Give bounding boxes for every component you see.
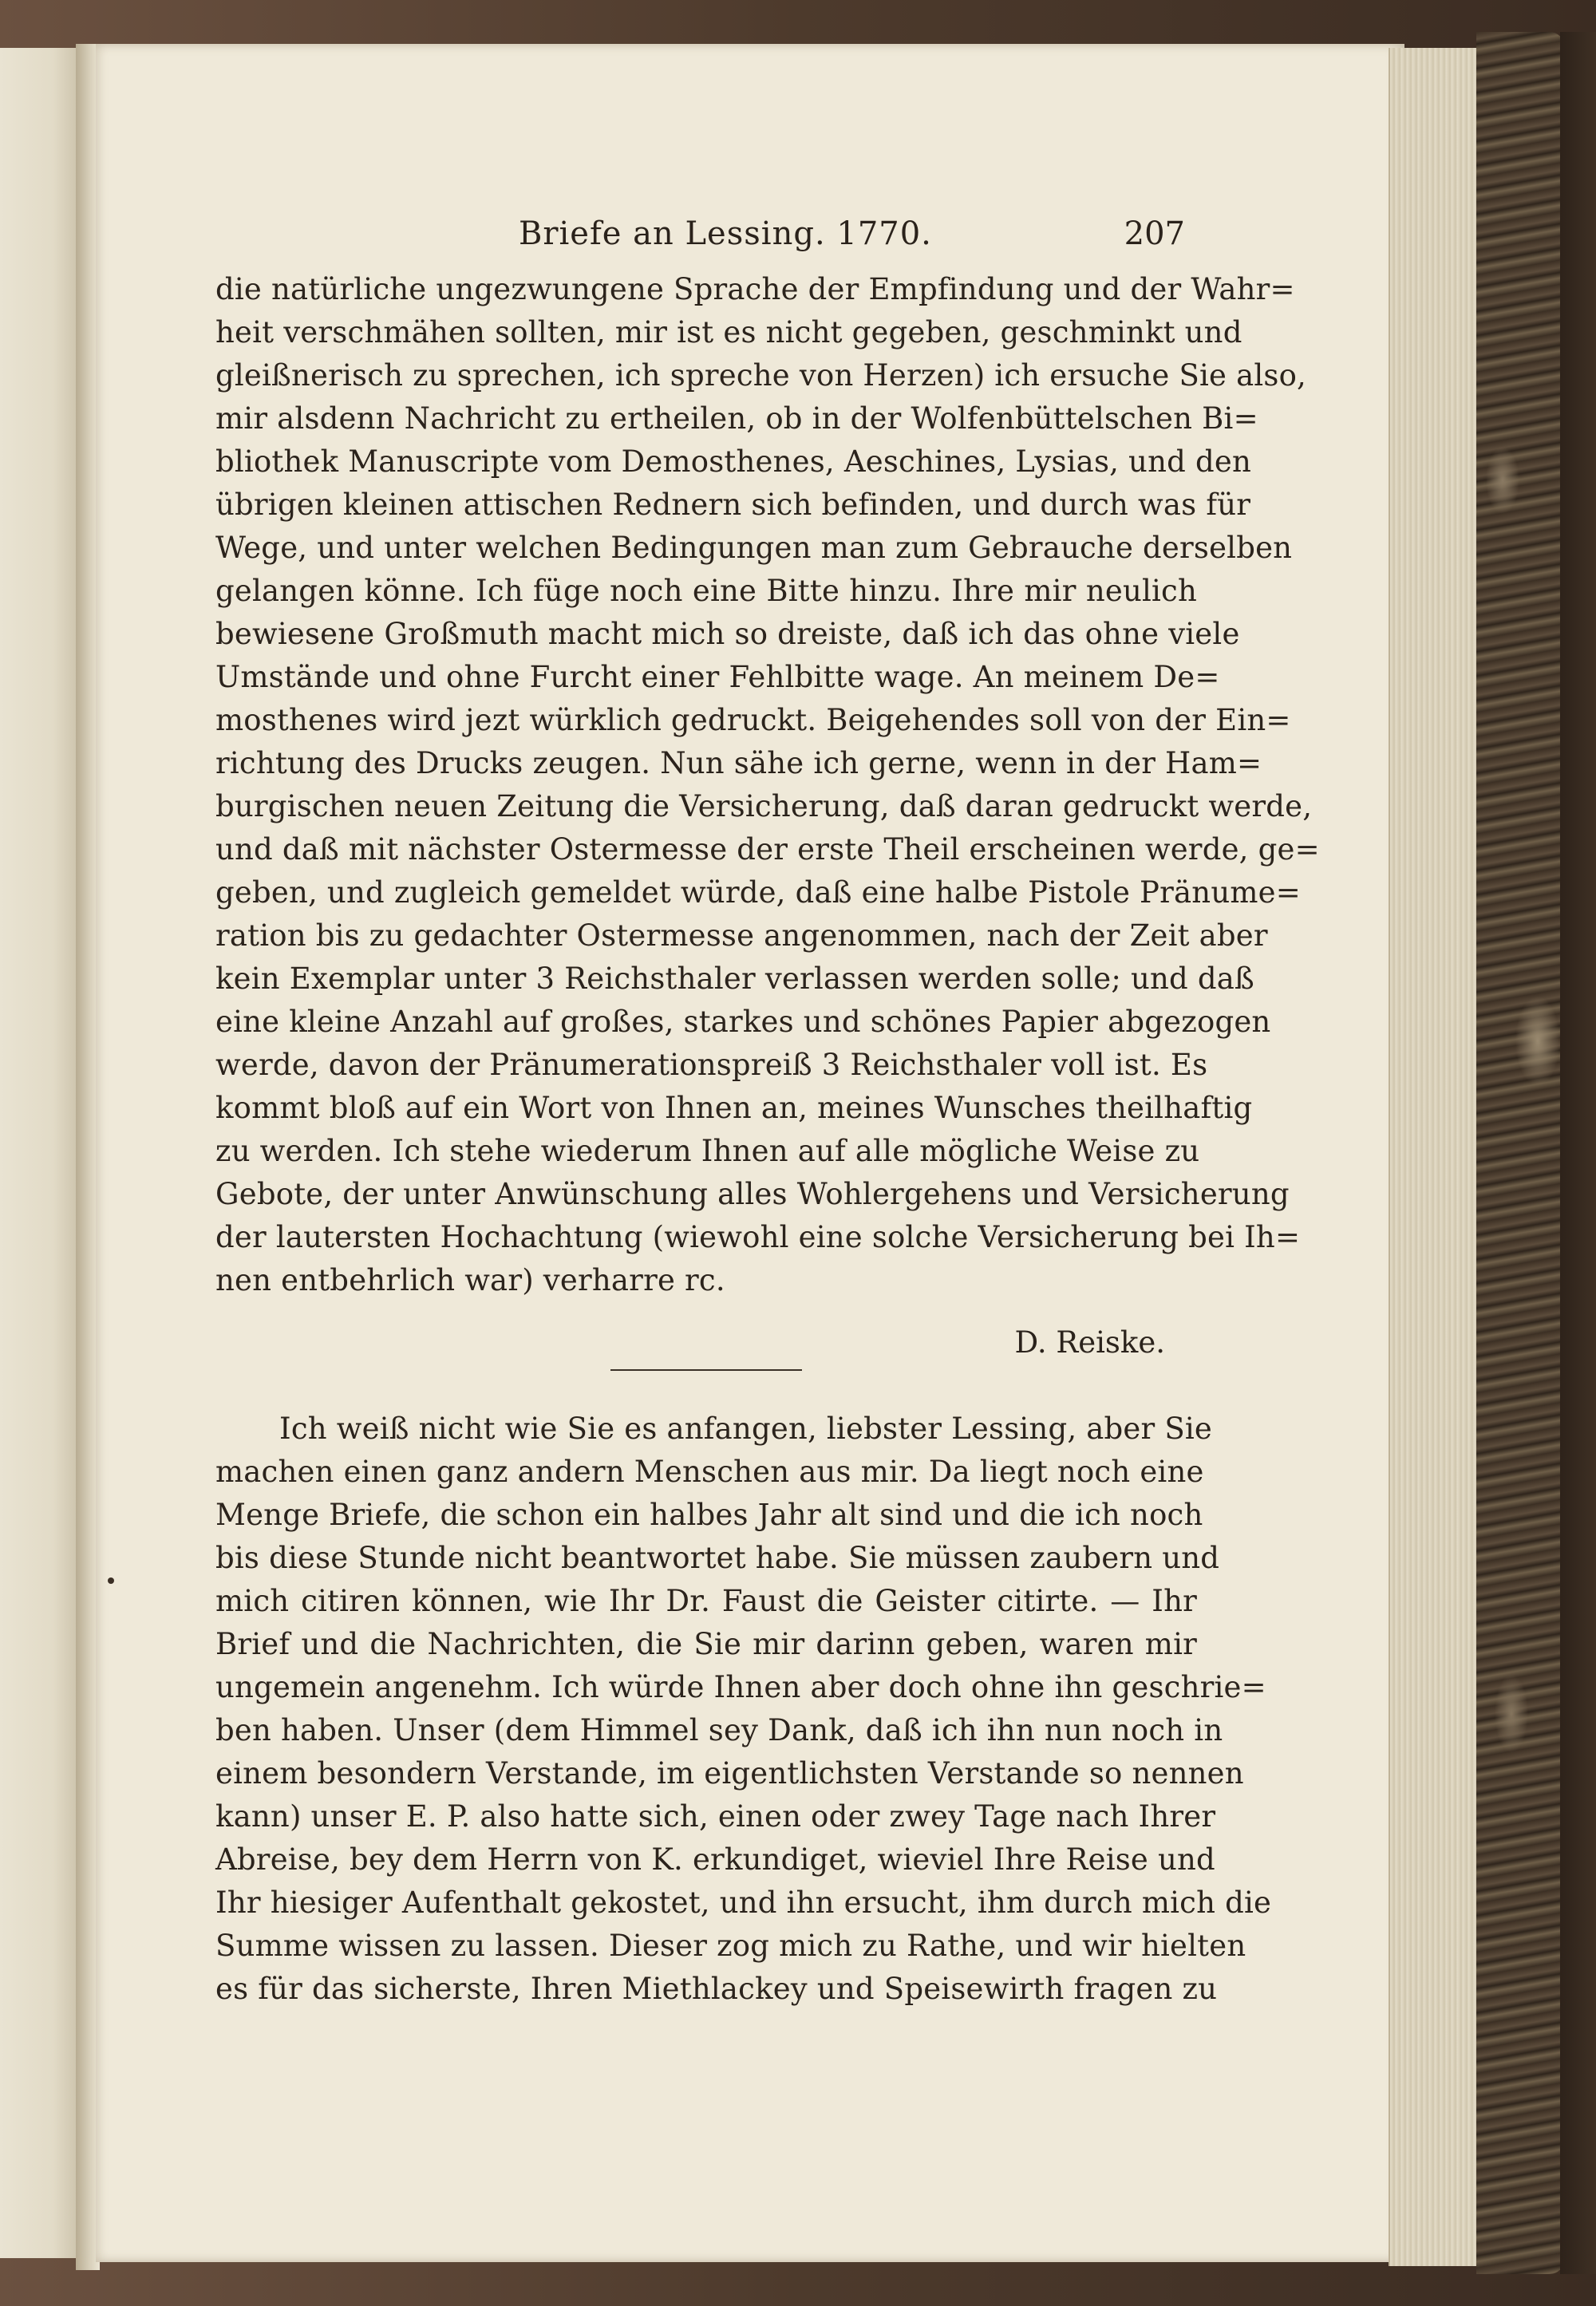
text-line: Wege, und unter welchen Bedingungen man zum Gebrauche derselben xyxy=(215,531,1293,565)
text-line: der lautersten Hochachtung (wiewohl eine solche Versicherung bei Ih= xyxy=(215,1220,1301,1254)
text-line: Menge Briefe, die schon ein halbes Jahr alt sind und die ich noch xyxy=(215,1498,1203,1532)
text-line: kein Exemplar unter 3 Reichsthaler verlassen werden solle; und daß xyxy=(215,961,1254,996)
marbled-cover xyxy=(1476,32,1564,2274)
text-line: Summe wissen zu lassen. Dieser zog mich zu Rathe, und wir hielten xyxy=(215,1929,1246,1963)
text-line: Abreise, bey dem Herrn von K. erkundiget, wieviel Ihre Reise und xyxy=(215,1842,1215,1877)
text-line: es für das sicherste, Ihren Miethlackey und Speisewirth fragen zu xyxy=(215,1972,1218,2006)
text-line: ration bis zu gedachter Ostermesse angenommen, nach der Zeit aber xyxy=(215,918,1268,953)
page-number: 207 xyxy=(1124,215,1185,252)
text-line: kann) unser E. P. also hatte sich, einen oder zwey Tage nach Ihrer xyxy=(215,1799,1216,1834)
section-divider xyxy=(610,1369,802,1371)
text-line: mir alsdenn Nachricht zu ertheilen, ob in der Wolfenbüttelschen Bi= xyxy=(215,401,1258,436)
text-line: übrigen kleinen attischen Rednern sich befinden, und durch was für xyxy=(215,488,1251,522)
text-line: werde, davon der Pränumerationspreiß 3 Reichsthaler voll ist. Es xyxy=(215,1048,1208,1082)
text-line: richtung des Drucks zeugen. Nun sähe ich gerne, wenn in der Ham= xyxy=(215,746,1262,780)
text-line: mosthenes wird jezt würklich gedruckt. Beigehendes soll von der Ein= xyxy=(215,703,1291,737)
text-line: bewiesene Großmuth macht mich so dreiste, daß ich das ohne viele xyxy=(215,617,1240,651)
text-line: ben haben. Unser (dem Himmel sey Dank, daß ich ihn nun noch in xyxy=(215,1713,1223,1747)
text-line: nen entbehrlich war) verharre rc. xyxy=(215,1263,725,1297)
text-line: gleißnerisch zu sprechen, ich spreche von Herzen) ich ersuche Sie also, xyxy=(215,358,1307,393)
running-title: Briefe an Lessing. 1770. xyxy=(519,215,932,252)
text-line: mich citiren können, wie Ihr Dr. Faust die Geister citirte. — Ihr xyxy=(215,1584,1197,1618)
letter-two-text xyxy=(215,1408,1272,2011)
text-line: Umstände und ohne Furcht einer Fehlbitte wage. An meinem De= xyxy=(215,660,1220,694)
text-line: bliothek Manuscripte vom Demosthenes, Aeschines, Lysias, und den xyxy=(215,444,1251,479)
text-line: Ihr hiesiger Aufenthalt gekostet, und ihn ersucht, ihm durch mich die xyxy=(215,1885,1272,1920)
letter-one-text xyxy=(215,268,1320,1302)
letter-signature: D. Reiske. xyxy=(1014,1325,1165,1360)
text-line: gelangen könne. Ich füge noch eine Bitte hinzu. Ihre mir neulich xyxy=(215,574,1197,608)
page-stack-edge xyxy=(1389,48,1478,2266)
text-line: heit verschmähen sollten, mir ist es nicht gegeben, geschminkt und xyxy=(215,315,1242,349)
text-line: machen einen ganz andern Menschen aus mir. Da liegt noch eine xyxy=(215,1455,1204,1489)
text-line: eine kleine Anzahl auf großes, starkes und schönes Papier abgezogen xyxy=(215,1005,1271,1039)
text-line: Ich weiß nicht wie Sie es anfangen, liebster Lessing, aber Sie xyxy=(279,1412,1213,1446)
text-line: bis diese Stunde nicht beantwortet habe. Sie müssen zaubern und xyxy=(215,1541,1220,1575)
cover-shadow xyxy=(1560,32,1596,2274)
running-head xyxy=(215,215,1185,255)
text-line: Gebote, der unter Anwünschung alles Wohlergehens und Versicherung xyxy=(215,1177,1290,1211)
text-line: einem besondern Verstande, im eigentlichsten Verstande so nennen xyxy=(215,1756,1244,1791)
text-line: ungemein angenehm. Ich würde Ihnen aber doch ohne ihn geschrie= xyxy=(215,1670,1266,1704)
text-line: die natürliche ungezwungene Sprache der Empfindung und der Wahr= xyxy=(215,272,1295,306)
previous-page-edge xyxy=(0,48,77,2258)
text-line: Brief und die Nachrichten, die Sie mir darinn geben, waren mir xyxy=(215,1627,1197,1661)
text-line: und daß mit nächster Ostermesse der erste Theil erscheinen werde, ge= xyxy=(215,832,1320,867)
text-line: zu werden. Ich stehe wiederum Ihnen auf alle mögliche Weise zu xyxy=(215,1134,1200,1168)
paper-speck xyxy=(108,1577,114,1584)
text-line: burgischen neuen Zeitung die Versicherung, daß daran gedruckt werde, xyxy=(215,789,1313,823)
text-line: kommt bloß auf ein Wort von Ihnen an, meines Wunsches theilhaftig xyxy=(215,1091,1253,1125)
text-line: geben, und zugleich gemeldet würde, daß eine halbe Pistole Pränume= xyxy=(215,875,1301,910)
